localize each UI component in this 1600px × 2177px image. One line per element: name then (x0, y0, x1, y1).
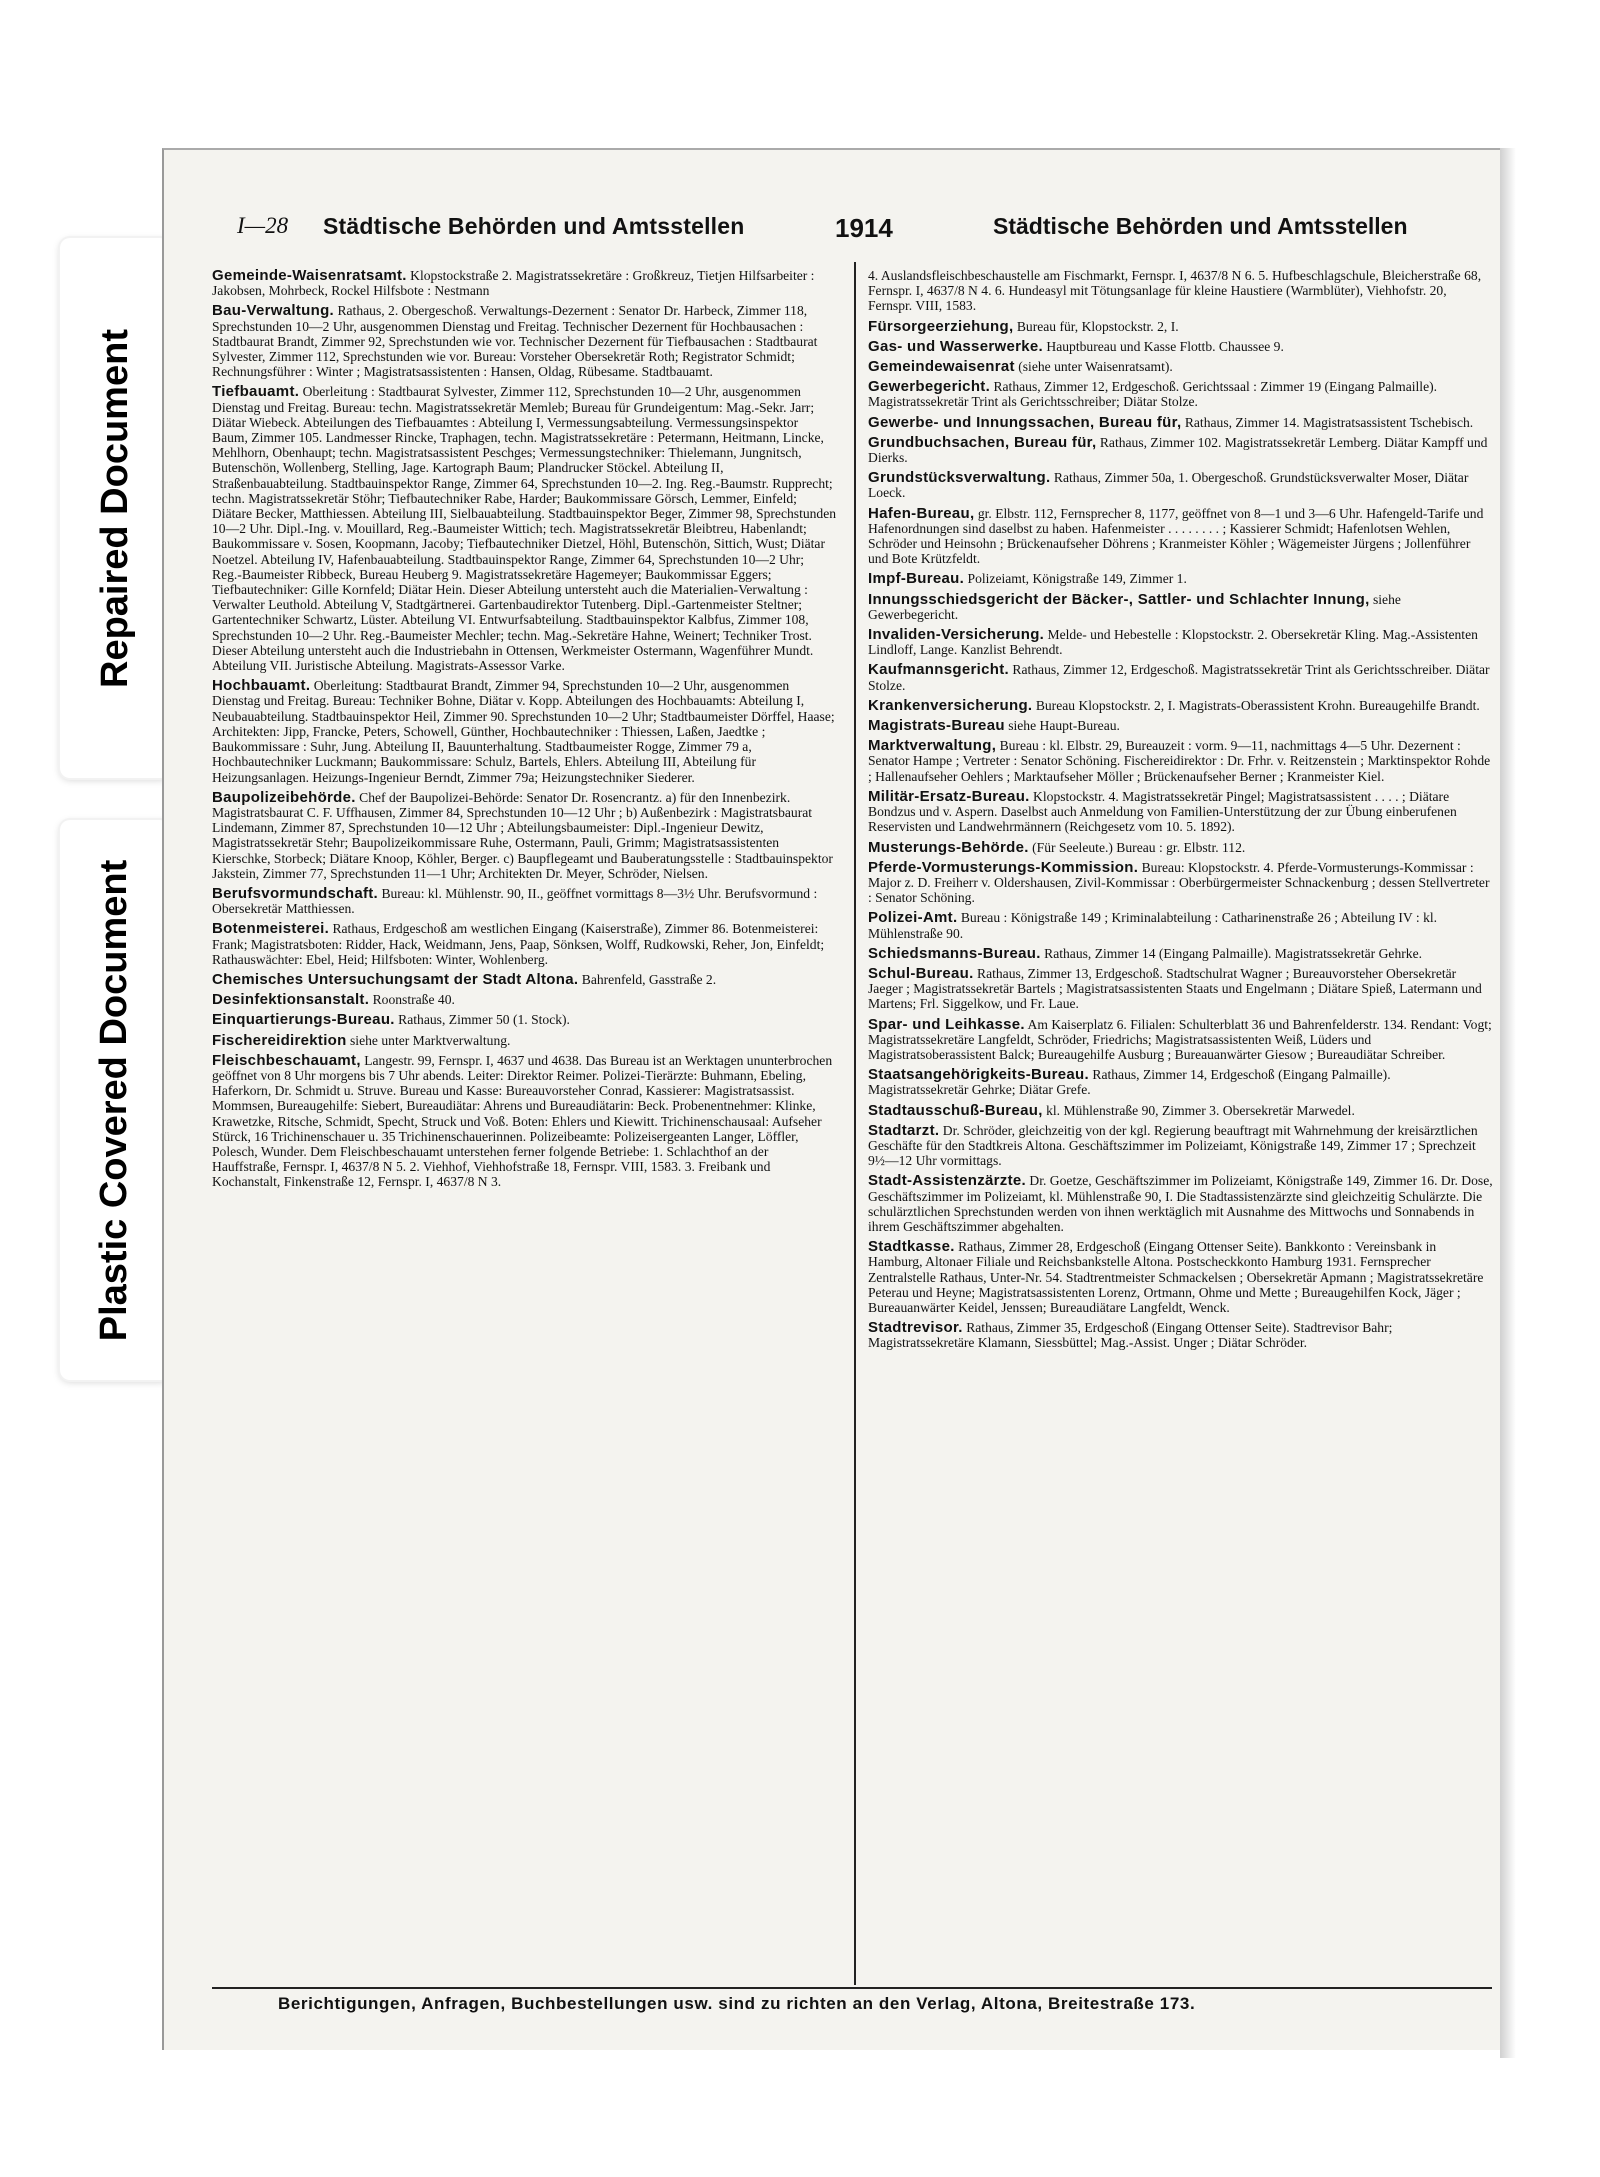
directory-entry (868, 698, 1493, 713)
entry-title: Baupolizeibehörde. (212, 788, 356, 806)
entry-text: Rathaus, Zimmer 14, Erdgeschoß (Eingang Palmaille). Magistratssekretär Gehrke; Diätar Grefe. (868, 1067, 1391, 1098)
directory-entry (868, 627, 1493, 657)
entry-text: Bureau für, Klopstockstr. 2, I. (1016, 318, 1179, 334)
entry-text: Rathaus, Zimmer 12, Erdgeschoß. Gerichtssaal : Zimmer 19 (Eingang Palmaille). Magistratssekretär Trint als Gerichtsschreiber; Diätar Stolze. (868, 379, 1438, 410)
directory-entry (868, 738, 1493, 784)
entry-title: Einquartierungs-Bureau. (212, 1011, 395, 1029)
entry-title: Gewerbegericht. (868, 378, 991, 396)
entry-title: Impf-Bureau. (868, 570, 965, 588)
directory-entry (868, 592, 1493, 622)
directory-entry (868, 319, 1493, 334)
entry-text: Chef der Baupolizei-Behörde: Senator Dr. Rosencrantz. a) für den Innenbezirk. Magistratsbaurat C. F. Uffhausen, Zimmer 84, Sprechstunden 10—12 Uhr ; b) Außenbezirk : Magistratsbaurat Lindemann, Zimmer 87, Sprechstunden 10—12 Uhr ; Abteilungsbaumeister: Dipl.-Ingenieur Dewitz, Magistratssekretär Stehr; Baupolizeikommissare Ruhe, Ostermann, Pauli, Grimm; Magistratsassistenten Kierschke, Storbeck; Diätare Knoop, Köhler, Berger. c) Baupflegeamt und Bauberatungsstelle : Stadtbauinspektor Jakstein, Zimmer 77, Sprechstunden 11—1 Uhr; Architekten Dr. Meyer, Schröder, Nielsen. (212, 789, 833, 881)
directory-entry (212, 303, 837, 379)
entry-text: Rathaus, Zimmer 13, Erdgeschoß. Stadtschulrat Wagner ; Bureauvorsteher Obersekretär Jaeger ; Magistratssekretär Bartels ; Magistratsassistenten Staats und Engelmann ; Diätare Spieß, Latermann und Martens; Frl. Siggelkow, und Fr. Laue. (868, 965, 1482, 1012)
entry-title: Grundstücksverwaltung. (868, 469, 1051, 487)
directory-entry (868, 1017, 1493, 1063)
entry-title: Krankenversicherung. (868, 696, 1033, 714)
repaired-document-text: Repaired Document (93, 328, 136, 688)
scan-background (0, 0, 1600, 150)
directory-entry (868, 1239, 1493, 1315)
entry-title: Schiedsmanns-Bureau. (868, 944, 1041, 962)
entry-title: Tiefbauamt. (212, 383, 300, 401)
entry-text: Langestr. 99, Fernspr. I, 4637 und 4638. Das Bureau ist an Werktagen ununterbrochen geöffnet von 8 Uhr morgens bis 7 Uhr abends. Leiter: Direktor Reimer. Polizei-Tierärzte: Buhmann, Ebeling, Haferkorn, Dr. Schmidt u. Struve. Bureau und Kasse: Bureauvorsteher Conrad, Kassierer: Magistratsassist. Mommsen, Bureaugehilfe: Siebert, Bureaudiätar: Ahrens und Bureaudiätarin: Beck. Probenentnehmer: Klinke, Krawetzke, Ritsche, Schmidt, Specht, Struck und Voß. Boten: Ehlers und Kiewitt. Trichinenschausaal: Aufseher Stürck, 16 Trichinenschauer u. 35 Trichinenschauerinnen. Polizeibeamte: Polizeisergeanten Langer, Löffler, Polesch, Wunder. Dem Fleischbeschauamt unterstehen ferner folgende Betriebe: 1. Schlachthof an der Hauffstraße, Fernspr. I, 4637/8 N 5. 2. Viehhof, Viehhofstraße 18, Fernspr. VIII, 1583. 3. Freibank und Kochanstalt, Finkenstraße 12, Fernspr. I, 4637/8 N 3. (212, 1052, 833, 1190)
entry-text: Oberleitung : Stadtbaurat Sylvester, Zimmer 112, Sprechstunden 10—2 Uhr, ausgenommen Dienstag und Freitag. Bureau: techn. Magistratssekretär Memleb; Bureau für Grundeigentum: Mag.-Sekr. Jarr; Diätar Wiebeck. Abteilungen des Tiefbauamtes : Abteilung I, Vermessungsabteilung. Vermessungsinspektor Baum, Zimmer 105. Landmesser Rincke, Traphagen, techn. Magistratssekretäre : Petermann, Heitmann, Lincke, Mehlhorn, Obenhaupt; techn. Magistratsassistent Peschges; Vermessungstechniker: Thielemann, Jungnitsch, Butenschön, Wollenberg, Stelling, Jage. Kartograph Baum; Plandrucker Stöckel. Abteilung II, Straßenbauabteilung. Stadtbauinspektor Range, Zimmer 64, Sprechstunden 10—2. Ing. Reg.-Baumstr. Rupprecht; techn. Magistratssekretär Stöhr; Tiefbautechniker Rabe, Harder; Baukommissare Görsch, Lemmer, Einfeld; Diätare Becker, Matthiessen. Abteilung III, Sielbauabteilung. Stadtbauinspektor Beger, Zimmer 98, Sprechstunden 10—2 Uhr. Dipl.-Ing. v. Mouillard, Reg.-Baumeister Wittich; tech. Magistratssekretär Bleibtreu, Habenlandt; Baukommissare v. Sosen, Koopmann, Jacoby; Tiefbautechniker Dietzel, Höhl, Butenschön, Sittich, Wust; Diätar Noetzel. Abteilung IV, Hafenbauabteilung. Stadtbauinspektor Range, Zimmer 64, Sprechstunden 10—2 Uhr; Reg.-Baumeister Ribbeck, Bureau Heuberg 9. Magistratssekretäre Hagemeyer; Baukommissar Eggers; Tiefbautechniker: Gille Kornfeld; Diätar Hein. Dieser Abteilung untersteht auch die Materialien-Verwaltung : Verwalter Leuthold. Abteilung V, Stadtgärtnerei. Gartenbaudirektor Tutenberg. Dipl.-Gartenmeister Steltner; Gartentechniker Schwartz, Lüster. Abteilung VI. Entwurfsabteilung. Stadtbauinspektor Kalbfus, Zimmer 108, Sprechstunden 10—2 Uhr. Reg.-Baumeister Mechler; techn. Mag.-Sekretäre Hahne, Weinert; Techniker Trost. Dieser Abteilung untersteht auch die Industriebahn in Ottensen, Werkmeister Ostermann, Wagenführer Mundt. Abteilung VII. Juristische Abteilung. Magistrats-Assessor Varke. (212, 384, 837, 674)
entry-title: Stadtkasse. (868, 1238, 955, 1256)
entry-title: Bau-Verwaltung. (212, 302, 335, 320)
directory-entry (868, 1123, 1493, 1169)
entry-title: Magistrats-Bureau (868, 717, 1005, 735)
entry-text: Klopstockstr. 4. Magistratssekretär Pingel; Magistratsassistent . . . . ; Diätare Bondzus und v. Aspern. Daselbst auch Anmeldung von Familien-Unterstützung der zur Übung einberufenen Reservisten und Landwehrmännern (Reichgesetz vom 10. 5. 1892). (868, 788, 1457, 835)
entry-title: Hochbauamt. (212, 677, 311, 695)
entry-title: Fischereidirektion (212, 1031, 347, 1049)
entry-text: Rathaus, Zimmer 14. Magistratsassistent Tschebisch. (1184, 414, 1474, 430)
entry-title: Gewerbe- und Innungssachen, Bureau für, (868, 413, 1182, 431)
column-divider (854, 262, 856, 1985)
directory-entry (868, 910, 1493, 940)
entry-title: Musterungs-Behörde. (868, 838, 1029, 856)
directory-entry (868, 339, 1493, 354)
entry-text: (Für Seeleute.) Bureau : gr. Elbstr. 112. (1032, 839, 1246, 855)
directory-entry (868, 359, 1493, 374)
plastic-covered-document-text: Plastic Covered Document (93, 859, 136, 1341)
directory-entry (212, 992, 837, 1007)
entry-title: Botenmeisterei. (212, 920, 330, 938)
directory-entry (868, 506, 1493, 567)
directory-entry (212, 790, 837, 881)
directory-entry (212, 1012, 837, 1027)
directory-entry (868, 435, 1493, 465)
footer-rule (212, 1987, 1492, 1989)
entry-title: Staatsangehörigkeits-Bureau. (868, 1066, 1089, 1084)
entry-title: Militär-Ersatz-Bureau. (868, 787, 1030, 805)
entry-title: Stadtausschuß-Bureau, (868, 1101, 1043, 1119)
entry-text: 4. Auslandsfleischbeschaustelle am Fischmarkt, Fernspr. I, 4637/8 N 6. 5. Hufbeschlagschule, Bleicherstraße 68, Fernspr. I, 4637/8 N 4. 6. Hundeasyl mit Tötungsanlage für kleine Haustiere (Warmblüter), Viehhofstr. 20, Fernspr. VIII, 1583. (868, 268, 1482, 314)
entry-text: Polizeiamt, Königstraße 149, Zimmer 1. (967, 571, 1187, 587)
plastic-covered-document-label (60, 820, 170, 1380)
directory-entry (212, 1033, 837, 1048)
entry-text: Rathaus, Zimmer 50a, 1. Obergeschoß. Grundstücksverwalter Moser, Diätar Loeck. (868, 470, 1469, 501)
directory-entry (868, 571, 1493, 586)
entry-text: siehe Haupt-Bureau. (1008, 718, 1120, 734)
directory-entry (212, 886, 837, 916)
directory-entry (868, 946, 1493, 961)
entry-title: Spar- und Leihkasse. (868, 1015, 1025, 1033)
entry-title: Stadtarzt. (868, 1121, 940, 1139)
entry-text: Bureau: Klopstockstr. 4. Pferde-Vormusterungs-Kommissar : Major z. D. Freiherr v. Oldershausen, Zivil-Kommissar : Oberbürgermeister Schnackenburg ; dessen Stellvertreter : Senator Schöning. (868, 859, 1490, 906)
entry-text: Rathaus, Zimmer 102. Magistratssekretär Lemberg. Diätar Kampff und Dierks. (868, 434, 1488, 466)
directory-entry (212, 1053, 837, 1190)
entry-title: Innungsschiedsgericht der Bäcker-, Sattler- und Schlachter Innung, (868, 590, 1370, 608)
entry-text: Am Kaiserplatz 6. Filialen: Schulterblatt 36 und Bahrenfelderstr. 134. Rendant: Vogt; Magistratssekretäre Langfeldt, Schröder, Friedrichs; Magistratsassistenten Weiß, Lüders und Magistratsoberassistent Balck; Bureaugehilfe Ausburg ; Bureauanwärter Giesow ; Bureaudiätar Schreiber. (868, 1016, 1492, 1062)
entry-text: Roonstraße 40. (372, 992, 455, 1008)
header-left-title: Städtische Behörden und Amtsstellen (323, 213, 745, 239)
entry-text: Oberleitung: Stadtbaurat Brandt, Zimmer 94, Sprechstunden 10—2 Uhr, ausgenommen Dienstag und Freitag. Bureau: Techniker Bohne, Diätar v. Kopp. Abteilungen des Hochbauamts: Abteilung I, Neubauabteilung. Stadtbauinspektor Heil, Zimmer 90. Sprechstunden 10—2 Uhr; Stadtbaumeister Dörffel, Haase; Architekten: Jipp, Francke, Peters, Schowell, Günther, Hochbautechniker : Thiessen, Laßen, Jaedtke ; Baukommissare : Suhr, Jung. Abteilung II, Bauunterhaltung. Stadtbaumeister Rogge, Zimmer 79 a, Hochbautechniker Luckmann; Baukommissare: Schulz, Bartels, Ehlers. Abteilung III, Abteilung für Heizungsanlagen. Heizungs-Ingenieur Berndt, Zimmer 79a; Heizungstechniker Siederer. (212, 678, 835, 785)
entry-title: Polizei-Amt. (868, 909, 958, 927)
entry-text: Bahrenfeld, Gasstraße 2. (581, 971, 717, 987)
entry-text: Bureau: kl. Mühlenstr. 90, II., geöffnet vormittags 8—3½ Uhr. Berufsvormund : Obersekretär Matthiessen. (212, 885, 818, 917)
page-header (225, 213, 1410, 243)
header-year: 1914 (835, 213, 893, 243)
directory-entry (868, 860, 1493, 906)
entry-text: siehe Gewerbegericht. (868, 591, 1401, 622)
directory-entry (212, 268, 837, 298)
entry-title: Hafen-Bureau, (868, 504, 975, 522)
directory-entry (868, 379, 1493, 409)
directory-entry (212, 384, 837, 673)
entry-title: Kaufmannsgericht. (868, 661, 1009, 679)
entry-text: Rathaus, Zimmer 35, Erdgeschoß (Eingang Ottenser Seite). Stadtrevisor Bahr; Magistratssekretäre Klamann, Siessbüttel; Mag.-Assist. Unger ; Diätar Schröder. (868, 1320, 1393, 1351)
directory-entry (212, 972, 837, 987)
directory-entry (868, 789, 1493, 835)
directory-entry (868, 662, 1493, 692)
entry-text: Bureau Klopstockstr. 2, I. Magistrats-Oberassistent Krohn. Bureaugehilfe Brandt. (1035, 697, 1480, 713)
entry-text: kl. Mühlenstraße 90, Zimmer 3. Obersekretär Marwedel. (1046, 1102, 1355, 1118)
directory-entry (868, 470, 1493, 500)
directory-entry (868, 966, 1493, 1012)
entry-title: Grundbuchsachen, Bureau für, (868, 433, 1097, 451)
entry-title: Invaliden-Versicherung. (868, 626, 1045, 644)
entry-text: Bureau : kl. Elbstr. 29, Bureauzeit : vorm. 9—11, nachmittags 4—5 Uhr. Dezernent : Senator Hampe ; Vertreter : Senator Schöning. Fischereidirektor : Dr. Frhr. v. Reitzenstein ; Marktinspektor Rohde ; Hallenaufseher Oehlers ; Marktaufseher Möller ; Brückenaufseher Berner ; Kranmeister Kiel. (868, 738, 1491, 784)
entry-title: Desinfektionsanstalt. (212, 991, 370, 1009)
entry-title: Marktverwaltung, (868, 737, 997, 755)
directory-entry (868, 1173, 1493, 1234)
entry-text: Rathaus, Zimmer 28, Erdgeschoß (Eingang Ottenser Seite). Bankkonto : Vereinsbank in Hamburg, Altonaer Filiale und Reichsbankstelle Altona. Postscheckkonto Hamburg 1931. Fernsprecher Zentralstelle Rathaus, Unter-Nr. 54. Stadtrentmeister Schmackelsen ; Obersekretär Apmann ; Magistratssekretäre Peterau und Heyne; Magistratsassistenten Lorenz, Ortmann, Ohme und Mette ; Bureaugehilfen Kock, Jäger ; Bureauanwärter Keidel, Jenssen; Bureaudiätare Langfeldt, Wenck. (868, 1239, 1484, 1315)
entry-text: Rathaus, Zimmer 50 (1. Stock). (398, 1012, 570, 1028)
directory-entry (868, 840, 1493, 855)
entry-text: Rathaus, Zimmer 14 (Eingang Palmaille). Magistratssekretär Gehrke. (1044, 945, 1422, 961)
directory-entry (868, 1103, 1493, 1118)
entry-text: siehe unter Marktverwaltung. (350, 1032, 511, 1048)
header-right-title: Städtische Behörden und Amtsstellen (993, 213, 1408, 239)
entry-title: Gemeindewaisenrat (868, 358, 1015, 376)
repaired-document-label (60, 238, 170, 778)
entry-text: Klopstockstraße 2. Magistratssekretäre : Großkreuz, Tietjen Hilfsarbeiter : Jakobsen, Mohrbeck, Rockel Hilfsbote : Nestmann (212, 268, 815, 299)
entry-text: Rathaus, Erdgeschoß am westlichen Eingang (Kaiserstraße), Zimmer 86. Botenmeisterei: Frank; Magistratsboten: Ridder, Hack, Weidmann, Jens, Paap, Sönksen, Wolff, Rudkowski, Reher, Jon, Einfeldt; Rathauswächter: Ebel, Heid; Hilfsboten: Winter, Wohlenberg. (212, 921, 825, 967)
entry-title: Gas- und Wasserwerke. (868, 337, 1043, 355)
entry-text: Melde- und Hebestelle : Klopstockstr. 2. Obersekretär Kling. Mag.-Assistenten Lindloff, Lange. Kanzlist Behrendt. (868, 627, 1478, 658)
directory-entry (868, 718, 1493, 733)
right-column (868, 268, 1493, 1356)
entry-title: Fleischbeschauamt, (212, 1051, 361, 1069)
entry-title: Pferde-Vormusterungs-Kommission. (868, 858, 1139, 876)
directory-entry (868, 415, 1493, 430)
entry-text: Rathaus, 2. Obergeschoß. Verwaltungs-Dezernent : Senator Dr. Harbeck, Zimmer 118, Sprechstunden 10—2 Uhr, ausgenommen Dienstag und Freitag. Technischer Dezernent für Hochbausachen : Stadtbaurat Brandt, Zimmer 92, Sprechstunden wie vor. Technischer Dezernent für Tiefbausachen : Stadtbaurat Sylvester, Zimmer 112, Sprechstunden wie vor. Bureau: Vorsteher Obersekretär Roth; Registrator Schmidt; Rechnungsführer : Winter ; Magistratsassistenten : Hansen, Oldag, Rübesame. Stadtbauamt. (212, 303, 818, 380)
entry-text: Dr. Schröder, gleichzeitig von der kgl. Regierung beauftragt mit Wahrnehmung der kreisärztlichen Geschäfte für den Stadtkreis Altona. Geschäftszimmer im Polizeiamt, Königstraße 149, Zimmer 17 ; Sprechzeit 9½—12 Uhr vormittags. (868, 1122, 1478, 1169)
entry-title: Gemeinde-Waisenratsamt. (212, 267, 407, 284)
entry-title: Chemisches Untersuchungsamt der Stadt Altona. (212, 970, 579, 988)
directory-entry (868, 1320, 1493, 1350)
entry-text: gr. Elbstr. 112, Fernsprecher 8, 1177, geöffnet von 8—1 und 3—6 Uhr. Hafengeld-Tarife und Hafenordnungen sind daselbst zu haben. Hafenmeister . . . . . . . . ; Kassierer Schmidt; Hafenlotsen Wehlen, Schröder und Heinsohn ; Brückenaufseher Döhrens ; Kranmeister Köhler ; Wägemeister Jürgens ; Jollenführer und Bote Krützfeldt. (868, 505, 1484, 567)
left-column (212, 268, 837, 1195)
entry-text: Rathaus, Zimmer 12, Erdgeschoß. Magistratssekretär Trint als Gerichtsschreiber. Diätar Stolze. (868, 662, 1490, 693)
page-edge-shadow (1500, 148, 1516, 2058)
directory-entry (868, 268, 1493, 314)
entry-title: Stadt-Assistenzärzte. (868, 1172, 1027, 1190)
directory-entry (212, 678, 837, 784)
entry-text: (siehe unter Waisenratsamt). (1018, 359, 1173, 375)
entry-title: Berufsvormundschaft. (212, 884, 379, 902)
footer-notice: Berichtigungen, Anfragen, Buchbestellungen usw. sind zu richten an den Verlag, Altona, Breitestraße 173. (278, 1994, 1196, 2013)
entry-title: Schul-Bureau. (868, 964, 974, 982)
entry-title: Fürsorgeerziehung, (868, 317, 1014, 335)
page-number: I—28 (237, 213, 289, 238)
entry-text: Dr. Goetze, Geschäftszimmer im Polizeiamt, Königstraße 149, Zimmer 16. Dr. Dose, Geschäftszimmer im Polizeiamt, kl. Mühlenstraße 90, I. Die Stadtassistenzärzte sind gleichzeitig Schulärzte. Die schulärztlichen Sprechstunden werden von ihnen werktäglich mit Ausnahme des Mittwochs und Sonnabends in ihrem Geschäftszimmer abgehalten. (868, 1173, 1493, 1234)
directory-entry (212, 921, 837, 967)
entry-title: Stadtrevisor. (868, 1319, 963, 1337)
entry-text: Hauptbureau und Kasse Flottb. Chaussee 9. (1046, 338, 1284, 354)
directory-entry (868, 1067, 1493, 1097)
entry-text: Bureau : Königstraße 149 ; Kriminalabteilung : Catharinenstraße 26 ; Abteilung IV : kl. Mühlenstraße 90. (868, 910, 1438, 941)
